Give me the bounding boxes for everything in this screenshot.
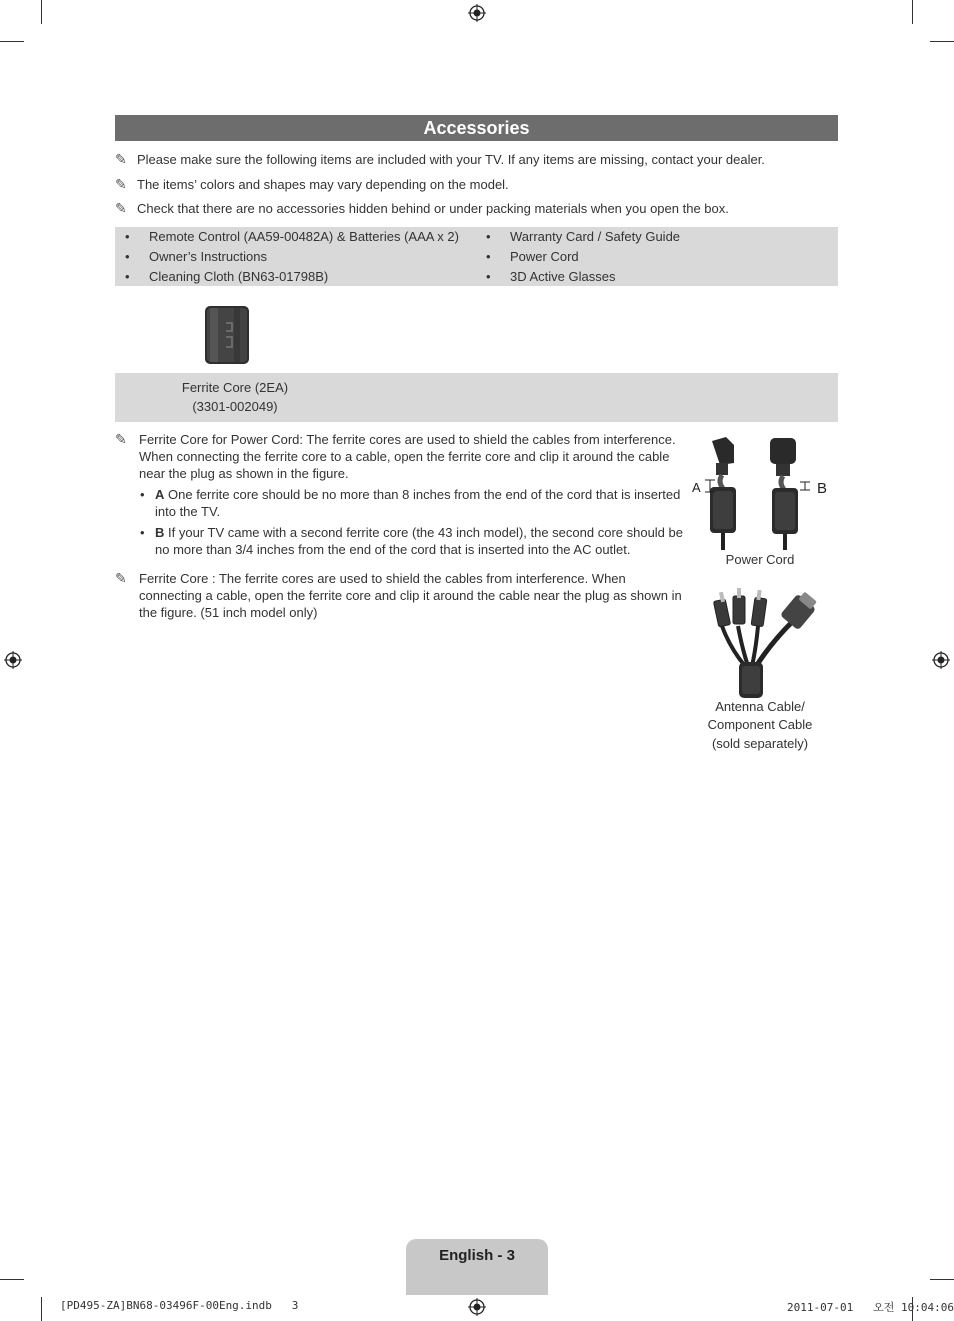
ferrite-core-name: Ferrite Core (2EA) xyxy=(181,380,289,395)
registration-mark-icon xyxy=(4,651,22,669)
antenna-cable-image xyxy=(700,588,825,700)
pencil-note-icon: ✎ xyxy=(115,176,127,192)
registration-mark-icon xyxy=(468,1298,486,1316)
pencil-note-icon: ✎ xyxy=(115,200,127,216)
note-line: ✎ Check that there are no accessories hidden behind or under packing materials when you open the box. xyxy=(115,200,729,216)
accessories-column-left xyxy=(115,228,459,288)
crop-mark xyxy=(41,0,42,24)
power-cord-caption: Power Cord xyxy=(725,552,795,567)
crop-mark xyxy=(41,1297,42,1321)
list-item: • Remote Control (AA59-00482A) & Batteries (AAA x 2) xyxy=(125,229,459,244)
crop-mark xyxy=(930,41,954,42)
power-cord-image xyxy=(700,435,830,550)
label-b: B xyxy=(817,480,828,497)
crop-mark xyxy=(0,41,24,42)
note-line: ✎ Please make sure the following items are included with your TV. If any items are missing, contact your dealer. xyxy=(115,151,765,167)
accessories-list xyxy=(115,227,838,286)
registration-mark-icon xyxy=(468,4,486,22)
registration-mark-icon xyxy=(932,651,950,669)
crop-mark xyxy=(912,0,913,24)
label-a: A xyxy=(692,480,701,495)
antenna-caption-line2: Component Cable xyxy=(707,717,813,732)
power-cord-note: Ferrite Core for Power Cord: The ferrite cores are used to shield the cables from interference. When connecting the ferrite core to a cable, open the ferrite core and clip it around the cable near the plug as shown in the figure. xyxy=(139,432,676,481)
pencil-note-icon: ✎ xyxy=(115,431,127,447)
ferrite-core-image xyxy=(204,305,250,365)
list-item: • Owner’s Instructions xyxy=(125,249,268,264)
page-number-tab xyxy=(406,1239,548,1295)
footer-file: [PD495-ZA]BN68-03496F-00Eng.indb 3 xyxy=(60,1299,299,1312)
accessories-column-right xyxy=(476,228,680,288)
antenna-note: Ferrite Core : The ferrite cores are used to shield the cables from interference. When connecting a cable, open the ferrite core and clip it around the cable near the plug as shown in the figure. (51 inch model only) xyxy=(139,571,682,620)
antenna-caption-line1: Antenna Cable/ xyxy=(715,699,805,714)
list-item: • Power Cord xyxy=(486,249,579,264)
pencil-note-icon: ✎ xyxy=(115,570,127,586)
crop-mark xyxy=(930,1279,954,1280)
list-item: • Warranty Card / Safety Guide xyxy=(486,229,681,244)
note-line: ✎ The items’ colors and shapes may vary depending on the model. xyxy=(115,176,509,192)
footer-timestamp: 2011-07-01 오전 10:04:06 xyxy=(787,1301,954,1314)
ferrite-core-code: (3301-002049) xyxy=(192,399,278,414)
crop-mark xyxy=(0,1279,24,1280)
section-title: Accessories xyxy=(115,115,838,141)
antenna-caption-line3: (sold separately) xyxy=(711,736,809,751)
list-item: • 3D Active Glasses xyxy=(486,269,616,284)
page-number: English - 3 xyxy=(439,1247,515,1264)
pencil-note-icon: ✎ xyxy=(115,151,127,167)
list-item: • Cleaning Cloth (BN63-01798B) xyxy=(125,269,329,284)
ferrite-core-row xyxy=(115,373,838,422)
